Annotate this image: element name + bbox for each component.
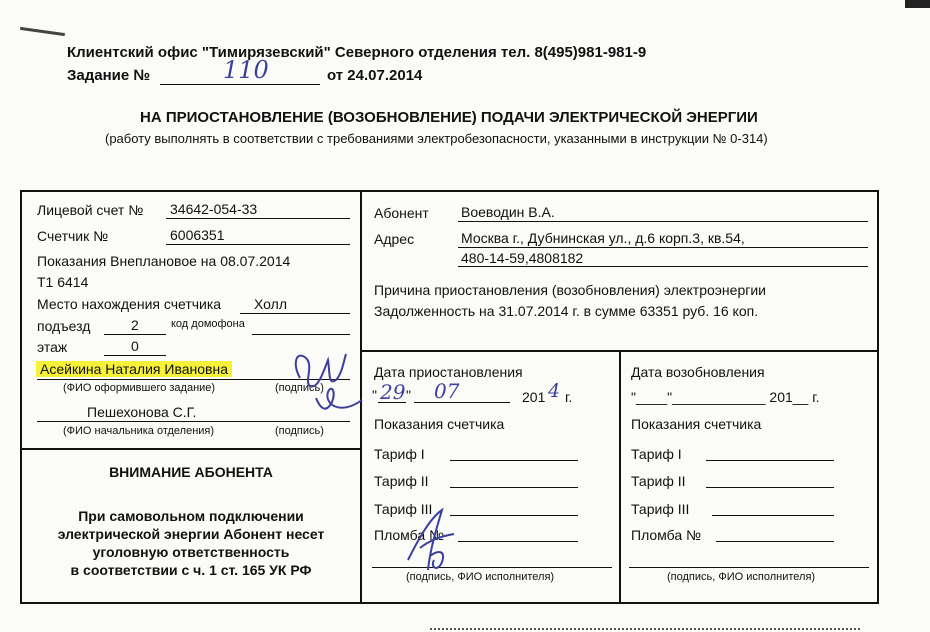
task-number-line — [160, 84, 320, 85]
resume-readings-label: Показания счетчика — [631, 416, 762, 432]
resume-caption: (подпись, ФИО исполнителя) — [667, 571, 816, 583]
warning-line: электрической энергии Абонент несет — [57, 526, 325, 542]
resume-heading: Дата возобновления — [631, 364, 765, 380]
address-line1: Москва г., Дубнинская ул., д.6 корп.3, кв.54, — [461, 230, 745, 246]
resume-tariff2-line — [706, 487, 834, 488]
location-value: Холл — [254, 296, 287, 312]
resume-tariff3-line — [712, 515, 834, 516]
reason-line: Причина приостановления (возобновления) электроэнергии — [374, 282, 766, 298]
location-line — [240, 313, 350, 314]
location-label: Место нахождения счетчика — [37, 296, 222, 312]
suspend-month-line — [414, 402, 510, 403]
meter-label: Счетчик № — [37, 228, 109, 244]
executor-signature-picture — [400, 500, 470, 580]
entrance-label: подъезд — [37, 318, 91, 334]
account-line — [166, 218, 350, 219]
subscriber-line — [458, 221, 868, 222]
page-subtitle: (работу выполнять в соответствии с требованиями электробезопасности, указанными в инструкции № 0-314) — [105, 131, 768, 146]
suspend-seal-line — [458, 541, 578, 542]
reason-line: Задолженность на 31.07.2014 г. в сумме 63351 руб. 16 коп. — [374, 303, 759, 319]
office-line: Клиентский офис "Тимирязевский" Северного отделения тел. 8(495)981-981-9 — [67, 44, 647, 61]
meter-value: 6006351 — [170, 227, 225, 243]
resume-date: "____"____________ 201__ г. — [631, 389, 820, 405]
suspend-caption: (подпись, ФИО исполнителя) — [406, 571, 555, 583]
scan-mark — [20, 27, 65, 36]
subscriber-value: Воеводин В.А. — [461, 204, 555, 220]
account-value: 34642-054-33 — [170, 201, 258, 217]
address-label: Адрес — [374, 231, 415, 247]
warning-heading: ВНИМАНИЕ АБОНЕНТА — [109, 464, 273, 480]
entrance-line — [104, 334, 166, 335]
suspend-tariff3: Тариф III — [374, 501, 433, 517]
resume-tariff3: Тариф III — [631, 501, 690, 517]
warning-line: в соответствии с ч. 1 ст. 165 УК РФ — [70, 562, 312, 578]
issuer-name — [36, 361, 232, 377]
task-date: от 24.07.2014 — [327, 67, 423, 84]
suspend-date-quote: " — [372, 387, 377, 403]
task-label: Задание № — [67, 67, 151, 84]
issuer-caption: (ФИО оформившего задание) — [63, 382, 216, 394]
suspend-tariff2-line — [450, 487, 578, 488]
scan-mark — [905, 0, 930, 8]
entrance-value: 2 — [131, 317, 139, 333]
readings-line: Показания Внеплановое на 08.07.2014 — [37, 253, 291, 269]
resume-seal-line — [716, 541, 834, 542]
suspend-seal: Пломба № — [374, 527, 445, 543]
suspend-heading: Дата приостановления — [374, 364, 523, 380]
chief-caption: (ФИО начальника отделения) — [63, 425, 215, 437]
resume-tariff1: Тариф I — [631, 446, 682, 462]
frame-divider-left — [20, 448, 361, 450]
warning-line: При самовольном подключении — [78, 508, 304, 524]
address-line — [458, 266, 868, 267]
account-label: Лицевой счет № — [37, 202, 144, 218]
suspend-year-suffix: г. — [565, 389, 573, 405]
suspend-readings-label: Показания счетчика — [374, 416, 505, 432]
chief-name: Пешехонова С.Г. — [87, 404, 197, 420]
suspend-day: 29 — [380, 380, 406, 404]
t1-line: Т1 6414 — [37, 274, 89, 290]
suspend-tariff2: Тариф II — [374, 473, 429, 489]
issuer-name-highlight: Асейкина Наталия Ивановна — [36, 361, 232, 377]
suspend-year-digit: 4 — [548, 380, 561, 402]
floor-value: 0 — [131, 338, 139, 354]
tear-line — [430, 628, 860, 630]
resume-tariff2: Тариф II — [631, 473, 686, 489]
suspend-tariff1: Тариф I — [374, 446, 425, 462]
warning-line: уголовную ответственность — [92, 544, 290, 560]
suspend-date-quote: " — [406, 387, 411, 403]
resume-caption-line — [629, 567, 869, 568]
frame-divider-dates — [619, 350, 621, 604]
page-title: НА ПРИОСТАНОВЛЕНИЕ (ВОЗОБНОВЛЕНИЕ) ПОДАЧИ ЭЛЕКТРИЧЕСКОЙ ЭНЕРГИИ — [140, 109, 758, 126]
issuer-signature-picture — [270, 330, 380, 430]
address-line2: 480-14-59,4808182 — [461, 250, 584, 266]
task-number: 110 — [223, 56, 269, 84]
subscriber-label: Абонент — [374, 205, 429, 221]
suspend-year: 201 — [522, 389, 546, 405]
floor-label: этаж — [37, 339, 68, 355]
resume-seal: Пломба № — [631, 527, 702, 543]
intercom-label: код домофона — [171, 318, 245, 330]
floor-line — [104, 355, 166, 356]
resume-tariff1-line — [706, 460, 834, 461]
address-line — [458, 247, 868, 248]
signature-caption: (подпись) — [275, 425, 324, 437]
suspend-tariff1-line — [450, 460, 578, 461]
signature-caption: (подпись) — [275, 382, 324, 394]
suspend-month: 07 — [434, 379, 460, 403]
meter-line — [166, 244, 350, 245]
